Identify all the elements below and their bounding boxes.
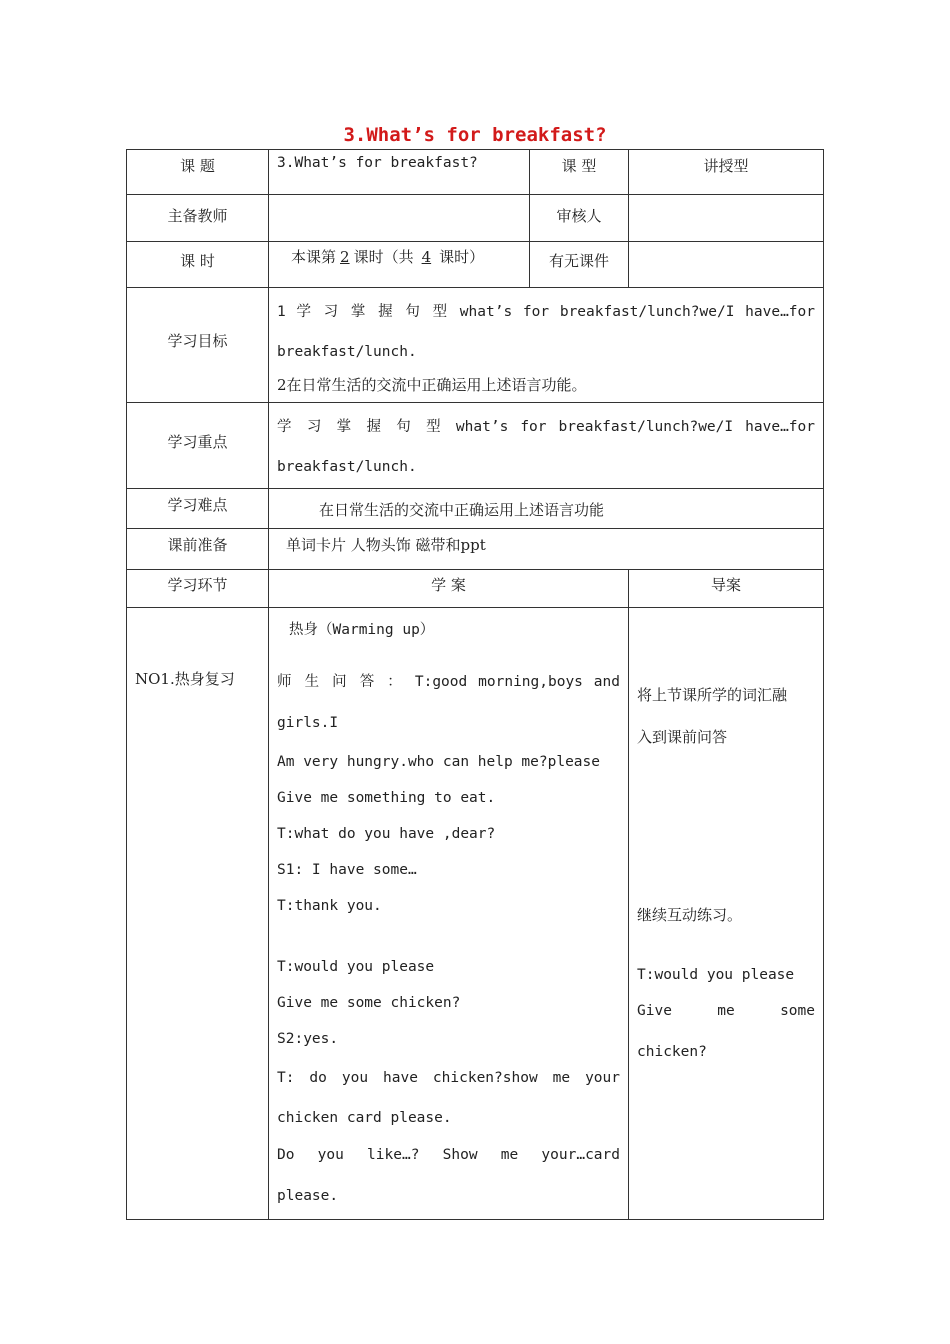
goal-line-2: breakfast/lunch. bbox=[277, 344, 417, 360]
lesson-plan-table bbox=[126, 149, 824, 1220]
value-key-points bbox=[269, 403, 824, 489]
row-topic bbox=[127, 150, 824, 195]
goal-line-3: 2在日常生活的交流中正确运用上述语言功能。 bbox=[277, 376, 587, 394]
period-suffix: 课时） bbox=[439, 248, 485, 266]
label-reviewer: 审核人 bbox=[530, 195, 629, 242]
row-step-1 bbox=[127, 608, 824, 1220]
label-step-1: NO1.热身复习 bbox=[127, 608, 269, 1220]
study-line: T:thank you. bbox=[277, 898, 382, 914]
value-type: 讲授型 bbox=[629, 150, 824, 195]
value-difficulty: 在日常生活的交流中正确运用上述语言功能 bbox=[269, 489, 824, 529]
period-current: 2 bbox=[340, 248, 350, 266]
study-line: S1: I have some… bbox=[277, 862, 417, 878]
row-goals bbox=[127, 288, 824, 403]
header-guide-plan: 导案 bbox=[629, 570, 824, 608]
row-key-points bbox=[127, 403, 824, 489]
study-line: girls.I bbox=[277, 715, 339, 731]
guide-plan-step-1 bbox=[629, 608, 824, 1220]
study-line: T:would you please bbox=[277, 959, 435, 975]
label-teacher: 主备教师 bbox=[127, 195, 269, 242]
row-preparation bbox=[127, 529, 824, 570]
label-goals: 学习目标 bbox=[127, 288, 269, 403]
study-plan-step-1 bbox=[269, 608, 629, 1220]
study-line: S2:yes. bbox=[277, 1031, 339, 1047]
study-line: chicken card please. bbox=[277, 1110, 452, 1126]
key-line-2: breakfast/lunch. bbox=[277, 459, 417, 475]
goal-line-1: 1 学 习 掌 握 句 型 what’s for breakfast/lunch?we/I have…for bbox=[277, 304, 815, 320]
study-line: T:what do you have ,dear? bbox=[277, 826, 496, 842]
period-prefix: 本课第 bbox=[291, 248, 337, 266]
study-line: Give me some chicken? bbox=[277, 995, 461, 1011]
header-step: 学习环节 bbox=[127, 570, 269, 608]
guide-line: chicken? bbox=[637, 1044, 707, 1060]
value-topic: 3.What’s for breakfast? bbox=[269, 150, 530, 195]
row-teacher bbox=[127, 195, 824, 242]
value-preparation: 单词卡片 人物头饰 磁带和ppt bbox=[269, 529, 824, 570]
guide-line: Give me some bbox=[637, 1003, 815, 1019]
study-line: 热身（Warming up） bbox=[289, 622, 435, 638]
label-courseware: 有无课件 bbox=[530, 242, 629, 288]
guide-line: 入到课前问答 bbox=[637, 728, 728, 746]
row-period bbox=[127, 242, 824, 288]
value-courseware bbox=[629, 242, 824, 288]
value-teacher bbox=[269, 195, 530, 242]
study-line: 师 生 问 答 ： T:good morning,boys and bbox=[277, 674, 620, 690]
label-difficulty: 学习难点 bbox=[127, 489, 269, 529]
label-period: 课 时 bbox=[127, 242, 269, 288]
study-line: Am very hungry.who can help me?please bbox=[277, 754, 601, 770]
label-type: 课 型 bbox=[530, 150, 629, 195]
label-key-points: 学习重点 bbox=[127, 403, 269, 489]
study-line: please. bbox=[277, 1188, 339, 1204]
guide-line: 将上节课所学的词汇融 bbox=[637, 686, 788, 704]
guide-line: T:would you please bbox=[637, 967, 795, 983]
study-line: Give me something to eat. bbox=[277, 790, 496, 806]
row-header bbox=[127, 570, 824, 608]
value-reviewer bbox=[629, 195, 824, 242]
label-preparation: 课前准备 bbox=[127, 529, 269, 570]
period-middle: 课时（共 bbox=[353, 248, 414, 266]
row-difficulty bbox=[127, 489, 824, 529]
guide-line: 继续互动练习。 bbox=[637, 906, 743, 924]
period-total: 4 bbox=[421, 248, 432, 266]
study-line: Do you like…? Show me your…card bbox=[277, 1147, 620, 1163]
value-goals bbox=[269, 288, 824, 403]
label-topic: 课 题 bbox=[127, 150, 269, 195]
value-period bbox=[269, 242, 530, 288]
key-line-1: 学 习 掌 握 句 型 what’s for breakfast/lunch?we/I have…for bbox=[277, 419, 815, 435]
document-title: 3.What’s for breakfast? bbox=[343, 124, 607, 146]
study-line: T: do you have chicken?show me your bbox=[277, 1070, 620, 1086]
header-study-plan: 学 案 bbox=[269, 570, 629, 608]
